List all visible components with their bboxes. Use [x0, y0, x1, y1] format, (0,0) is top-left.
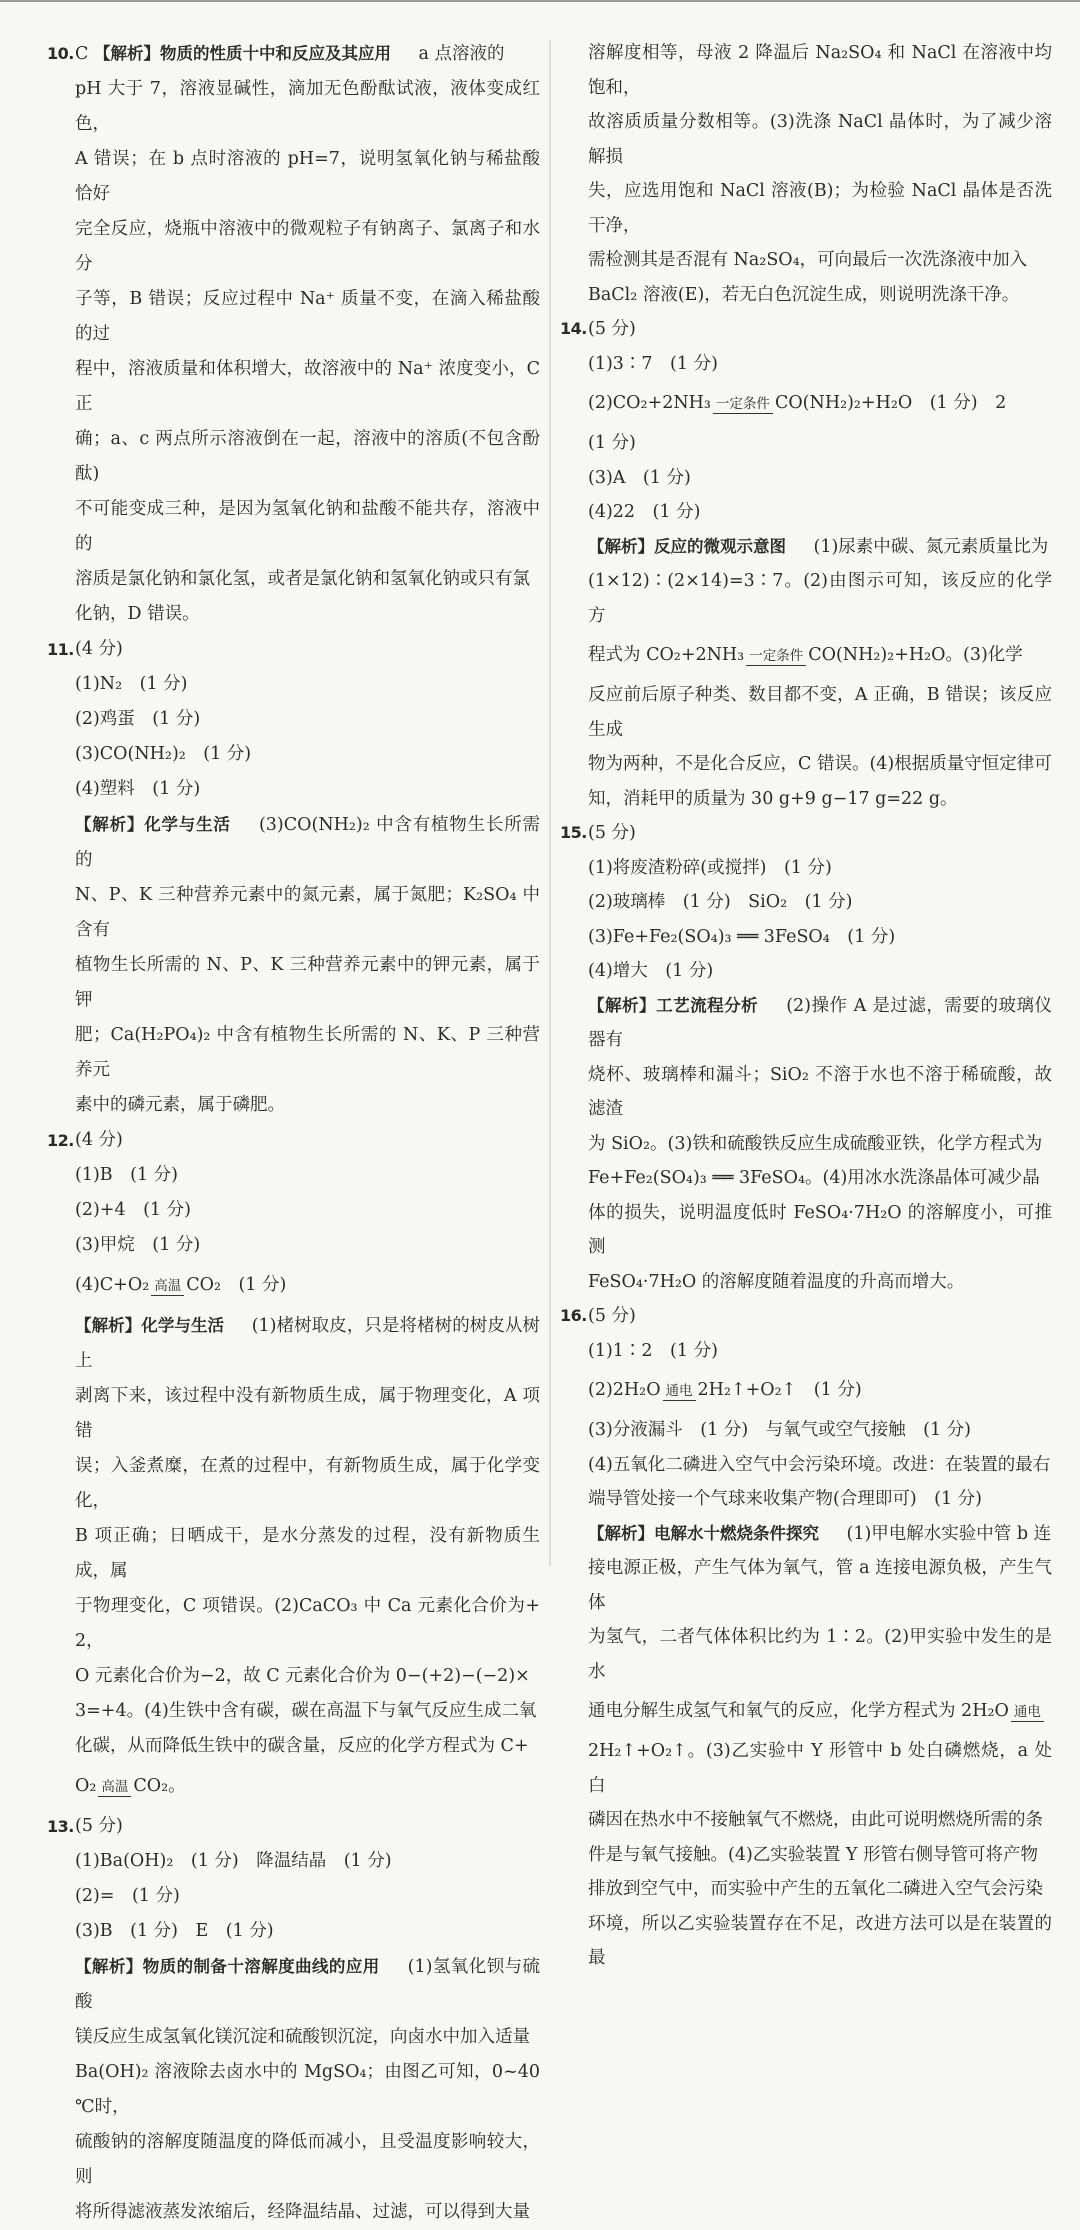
text-line — [560, 1734, 1052, 1803]
line-text: 溶解度相等，母液 2 降温后 Na₂SO₄ 和 NaCl 在溶液中均饱和， — [588, 43, 1052, 98]
line-text: 体的损失，说明温度低时 FeSO₄·7H₂O 的溶解度小，可推测 — [588, 1202, 1052, 1257]
text-line — [560, 1334, 1052, 1369]
line-text: 镁反应生成氢氧化镁沉淀和硫酸钡沉淀，向卤水中加入适量 — [75, 2027, 530, 2047]
text-line — [47, 1879, 540, 1914]
line-text: Fe+Fe₂(SO₄)₃ ══ 3FeSO₄。(4)用冰水洗涤晶体可减少晶 — [588, 1168, 1040, 1188]
text-line — [47, 1949, 540, 2020]
line-text: (1 分) — [588, 433, 636, 453]
text-line — [560, 885, 1052, 920]
reaction-condition: 一定条件 — [715, 396, 770, 412]
line-text: (4)五氧化二磷进入空气中会污染环境。改进：在装置的最右 — [588, 1454, 1051, 1475]
line-text: 需检测其是否混有 Na₂SO₄，可向最后一次洗涤液中加入 — [588, 250, 1028, 270]
line-text: 3=+4。(4)生铁中含有碳，碳在高温下与氧气反应生成二氧 — [75, 1701, 537, 1721]
line-text: (1)3∶7 (1 分) — [588, 353, 718, 374]
line-text: 端导管处接一个气球来收集产物(合理即可) (1 分) — [588, 1489, 983, 1509]
line-text: a 点溶液的 — [400, 44, 505, 64]
analysis-label: 【解析】化学与生活 — [75, 1316, 225, 1335]
line-text: 植物生长所需的 N、P、K 三种营养元素中的钾元素，属于钾 — [75, 955, 540, 1010]
line-text: (1)N₂ (1 分) — [75, 674, 188, 694]
question-number: 16. — [560, 1306, 587, 1325]
text-line — [47, 667, 540, 702]
line-text: CO(NH₂)₂+H₂O。(3)化学 — [808, 645, 1023, 665]
text-line — [560, 1482, 1052, 1517]
text-line — [47, 772, 540, 807]
line-text: 于物理变化，C 项错误。(2)CaCO₃ 中 Ca 元素化合价为+2， — [75, 1596, 540, 1651]
line-text: 素中的磷元素，属于磷肥。 — [75, 1095, 285, 1115]
line-text: N、P、K 三种营养元素中的氮元素，属于氮肥；K₂SO₄ 中含有 — [75, 885, 540, 940]
text-line — [560, 1196, 1052, 1265]
text-line — [47, 352, 540, 422]
line-text: (1)甲电解水实验中管 b 连 — [829, 1523, 1052, 1544]
question-number: 11. — [47, 640, 74, 659]
text-line — [560, 678, 1052, 747]
line-text: 为氢气，二者气体体积比约为 1∶2。(2)甲实验中发生的是水 — [588, 1627, 1052, 1682]
line-text: C — [75, 44, 94, 64]
text-line — [47, 1228, 540, 1263]
text-line — [560, 1058, 1052, 1127]
analysis-label: 【解析】物质的制备十溶解度曲线的应用 — [75, 1957, 380, 1976]
line-text: (5 分) — [588, 319, 636, 339]
line-text: 知，消耗甲的质量为 30 g+9 g−17 g=22 g。 — [588, 788, 958, 809]
text-line — [560, 381, 1052, 426]
line-text: 程式为 CO₂+2NH₃ — [588, 645, 745, 665]
line-text: (5 分) — [75, 1816, 123, 1836]
text-line — [560, 243, 1052, 278]
text-line — [560, 1413, 1052, 1448]
line-text: (3)Fe+Fe₂(SO₄)₃ ══ 3FeSO₄ (1 分) — [588, 926, 896, 947]
text-line — [560, 174, 1052, 243]
line-text: A 错误；在 b 点时溶液的 pH=7，说明氢氧化钠与稀盐酸恰好 — [75, 149, 540, 204]
text-line — [560, 633, 1052, 678]
line-text: (5 分) — [588, 823, 636, 843]
line-text: (4)C+O₂ — [75, 1275, 150, 1295]
text-line — [47, 1809, 540, 1844]
question-number: 14. — [560, 319, 587, 338]
column-divider — [549, 40, 551, 1566]
reaction-condition: 高温 — [154, 1278, 182, 1294]
text-line — [47, 1158, 540, 1193]
line-text: O 元素化合价为−2，故 C 元素化合价为 0−(+2)−(−2)× — [75, 1666, 530, 1686]
question-number: 12. — [47, 1131, 74, 1150]
text-line — [560, 461, 1052, 496]
text-line — [560, 851, 1052, 886]
line-text: 程中，溶液质量和体积增大，故溶液中的 Na⁺ 浓度变小，C 正 — [75, 359, 540, 414]
text-line — [47, 1379, 540, 1449]
line-text: 2H₂↑+O₂↑ (1 分) — [697, 1380, 862, 1400]
text-line — [560, 782, 1052, 817]
text-line — [560, 1803, 1052, 1838]
line-text: 失，应选用饱和 NaCl 溶液(B)；为检验 NaCl 晶体是否洗干净， — [588, 181, 1052, 236]
reaction-condition-arrow — [663, 1384, 696, 1401]
text-line — [560, 747, 1052, 782]
text-line — [560, 278, 1052, 313]
text-line — [560, 1265, 1052, 1300]
text-line — [47, 1263, 540, 1308]
line-text: (5 分) — [588, 1306, 636, 1326]
right-column — [560, 36, 1052, 1976]
line-text: 溶质是氯化钠和氯化氢，或者是氯化钠和氢氧化钠或只有氯 — [75, 569, 530, 589]
analysis-label: 【解析】物质的性质十中和反应及其应用 — [93, 44, 391, 63]
line-text: (3)CO(NH₂)₂ (1 分) — [75, 744, 252, 764]
reaction-condition-arrow — [1011, 1705, 1044, 1722]
line-text: (1)Ba(OH)₂ (1 分) 降温结晶 (1 分) — [75, 1851, 392, 1871]
reaction-condition-arrow — [746, 649, 806, 666]
text-line — [560, 426, 1052, 461]
line-text: (1)尿素中碳、氮元素质量比为 — [796, 536, 1049, 557]
text-line — [47, 142, 540, 212]
text-line — [560, 564, 1052, 633]
line-text: 为 SiO₂。(3)铁和硫酸铁反应生成硫酸亚铁，化学方程式为 — [588, 1133, 1043, 1154]
text-line — [47, 282, 540, 352]
reaction-condition-arrow — [151, 1279, 184, 1296]
line-text: 不可能变成三种，是因为氢氧化钠和盐酸不能共存，溶液中的 — [75, 499, 540, 554]
line-text: 将所得滤液蒸发浓缩后，经降温结晶、过滤，可以得到大量 — [75, 2202, 530, 2222]
line-text: pH 大于 7，溶液显碱性，滴加无色酚酞试液，液体变成红色， — [75, 79, 540, 134]
line-text: (2)2H₂O — [588, 1380, 661, 1400]
text-line — [47, 1659, 540, 1694]
line-text: 通电分解生成氢气和氧气的反应，化学方程式为 2H₂O — [588, 1701, 1009, 1721]
text-line — [560, 1551, 1052, 1620]
text-line — [47, 1193, 540, 1228]
text-line — [560, 530, 1052, 565]
line-text: (1×12)∶(2×14)=3∶7。(2)由图示可知，该反应的化学方 — [588, 571, 1052, 626]
text-line — [47, 878, 540, 948]
line-text: (3)A (1 分) — [588, 467, 691, 488]
line-text: (4)22 (1 分) — [588, 502, 701, 522]
text-line — [560, 1838, 1052, 1873]
line-text: 接电源正极，产生气体为氧气，管 a 连接电源负极，产生气体 — [588, 1558, 1052, 1613]
text-line — [560, 920, 1052, 955]
text-line — [47, 948, 540, 1018]
line-text: (4 分) — [75, 639, 123, 659]
line-text: B 项正确；日晒成干，是水分蒸发的过程，没有新物质生成，属 — [75, 1526, 540, 1581]
text-line — [560, 347, 1052, 382]
line-text: (1)B (1 分) — [75, 1165, 179, 1185]
text-line — [47, 1088, 540, 1123]
text-line — [560, 36, 1052, 105]
line-text: 件是与氧气接触。(4)乙实验装置 Y 形管右侧导管可将产物 — [588, 1844, 1038, 1865]
line-text: 磷因在热水中不接触氧气不燃烧，由此可说明燃烧所需的条 — [588, 1810, 1043, 1830]
text-line — [560, 1872, 1052, 1907]
line-text: 化碳，从而降低生铁中的碳含量，反应的化学方程式为 C+ — [75, 1736, 529, 1756]
line-text: (2)+4 (1 分) — [75, 1200, 191, 1220]
reaction-condition: 通电 — [1013, 1704, 1041, 1720]
text-line — [47, 2125, 540, 2195]
text-line — [47, 1018, 540, 1088]
reaction-condition: 通电 — [665, 1383, 693, 1399]
text-line — [560, 1689, 1052, 1734]
line-text: CO₂。 — [133, 1776, 186, 1796]
text-line — [47, 2020, 540, 2055]
text-line — [47, 1589, 540, 1659]
line-text: (3)分液漏斗 (1 分) 与氧气或空气接触 (1 分) — [588, 1420, 971, 1440]
text-line — [47, 1694, 540, 1729]
line-text: (2)操作 A 是过滤，需要的玻璃仪器有 — [588, 995, 1053, 1050]
line-text: 完全反应，烧瓶中溶液中的微观粒子有钠离子、氯离子和水分 — [75, 219, 540, 274]
line-text: (4)塑料 (1 分) — [75, 779, 201, 799]
text-line — [47, 632, 540, 667]
analysis-label: 【解析】化学与生活 — [75, 815, 231, 834]
question-number: 13. — [47, 1817, 74, 1836]
line-text: FeSO₄·7H₂O 的溶解度随着温度的升高而增大。 — [588, 1271, 965, 1292]
text-line — [560, 1299, 1052, 1334]
text-line — [560, 312, 1052, 347]
line-text: (4 分) — [75, 1130, 123, 1150]
text-line — [560, 816, 1052, 851]
line-text: 物为两种，不是化合反应，C 错误。(4)根据质量守恒定律可 — [588, 754, 1052, 774]
text-line — [47, 597, 540, 632]
text-line — [47, 562, 540, 597]
text-line — [47, 1914, 540, 1949]
line-text: (3)甲烷 (1 分) — [75, 1235, 201, 1255]
line-text: 故溶质质量分数相等。(3)洗涤 NaCl 晶体时，为了减少溶解损 — [588, 112, 1052, 167]
line-text: (2)CO₂+2NH₃ — [588, 393, 711, 413]
text-line — [560, 1517, 1052, 1552]
reaction-condition: 一定条件 — [749, 648, 804, 664]
text-line — [47, 212, 540, 282]
text-line — [560, 989, 1052, 1058]
line-text: 2H₂↑+O₂↑。(3)乙实验中 Y 形管中 b 处白磷燃烧，a 处白 — [588, 1741, 1052, 1796]
line-text: (3)CO(NH₂)₂ 中含有植物生长所需的 — [75, 815, 540, 870]
text-line — [47, 737, 540, 772]
text-line — [47, 1449, 540, 1519]
text-line — [560, 105, 1052, 174]
line-text: O₂ — [75, 1776, 97, 1796]
reaction-condition: 高温 — [101, 1779, 129, 1795]
line-text: (2)玻璃棒 (1 分) SiO₂ (1 分) — [588, 892, 853, 912]
line-text: CO₂ (1 分) — [186, 1275, 287, 1295]
text-line — [47, 36, 540, 72]
text-line — [560, 1127, 1052, 1162]
text-line — [560, 495, 1052, 530]
reaction-condition-arrow — [713, 397, 773, 414]
question-number: 15. — [560, 823, 587, 842]
text-line — [47, 2055, 540, 2125]
line-text: (3)B (1 分) E (1 分) — [75, 1921, 274, 1941]
text-line — [47, 1729, 540, 1764]
text-line — [560, 1620, 1052, 1689]
text-line — [47, 1844, 540, 1879]
text-line — [47, 2195, 540, 2230]
line-text: 烧杯、玻璃棒和漏斗；SiO₂ 不溶于水也不溶于稀硫酸，故滤渣 — [588, 1064, 1052, 1119]
line-text: Ba(OH)₂ 溶液除去卤水中的 MgSO₄；由图乙可知，0~40 ℃时， — [75, 2062, 540, 2117]
text-line — [47, 1308, 540, 1379]
line-text: 环境，所以乙实验装置存在不足，改进方法可以是在装置的最 — [588, 1913, 1052, 1968]
text-line — [47, 1764, 540, 1809]
reaction-condition-arrow — [98, 1780, 131, 1797]
text-line — [560, 954, 1052, 989]
analysis-label: 【解析】电解水十燃烧条件探究 — [588, 1523, 819, 1543]
line-text: 确；a、c 两点所示溶液倒在一起，溶液中的溶质(不包含酚酞) — [75, 429, 540, 484]
line-text: 反应前后原子种类、数目都不变，A 正确，B 错误；该反应生成 — [588, 685, 1052, 740]
line-text: 肥；Ca(H₂PO₄)₂ 中含有植物生长所需的 N、K、P 三种营养元 — [75, 1025, 540, 1080]
text-line — [560, 1907, 1052, 1976]
text-line — [47, 72, 540, 142]
line-text: 排放到空气中，而实验中产生的五氧化二磷进入空气会污染 — [588, 1879, 1043, 1899]
text-line — [560, 1448, 1052, 1483]
text-line — [560, 1368, 1052, 1413]
question-number: 10. — [47, 44, 74, 63]
line-text: 子等，B 错误；反应过程中 Na⁺ 质量不变，在滴入稀盐酸的过 — [75, 289, 540, 344]
line-text: 化钠，D 错误。 — [75, 604, 200, 624]
text-line — [47, 1519, 540, 1589]
page-top-edge — [0, 0, 1080, 2]
line-text: (1)1∶2 (1 分) — [588, 1340, 718, 1361]
text-line — [47, 702, 540, 737]
line-text: (2)= (1 分) — [75, 1886, 180, 1906]
line-text: 误；入釜煮糜，在煮的过程中，有新物质生成，属于化学变化， — [75, 1456, 540, 1511]
text-line — [47, 492, 540, 562]
analysis-label: 【解析】反应的微观示意图 — [588, 536, 786, 556]
line-text: (4)增大 (1 分) — [588, 961, 714, 981]
line-text: 硫酸钠的溶解度随温度的降低而减小，且受温度影响较大，则 — [75, 2132, 540, 2187]
text-line — [47, 1123, 540, 1158]
left-column — [47, 36, 540, 2230]
line-text: (1)将废渣粉碎(或搅拌) (1 分) — [588, 857, 832, 878]
text-line — [47, 807, 540, 878]
text-line — [47, 422, 540, 492]
line-text: (1)氢氧化钡与硫酸 — [75, 1957, 541, 2012]
line-text: (1)楮树取皮，只是将楮树的树皮从树上 — [75, 1316, 541, 1371]
line-text: CO(NH₂)₂+H₂O (1 分) 2 — [774, 393, 1007, 413]
line-text: (2)鸡蛋 (1 分) — [75, 709, 201, 729]
line-text: 剥离下来，该过程中没有新物质生成，属于物理变化，A 项错 — [75, 1386, 540, 1441]
text-line — [560, 1161, 1052, 1196]
line-text: BaCl₂ 溶液(E)，若无白色沉淀生成，则说明洗涤干净。 — [588, 284, 1020, 305]
analysis-label: 【解析】工艺流程分析 — [588, 995, 759, 1015]
